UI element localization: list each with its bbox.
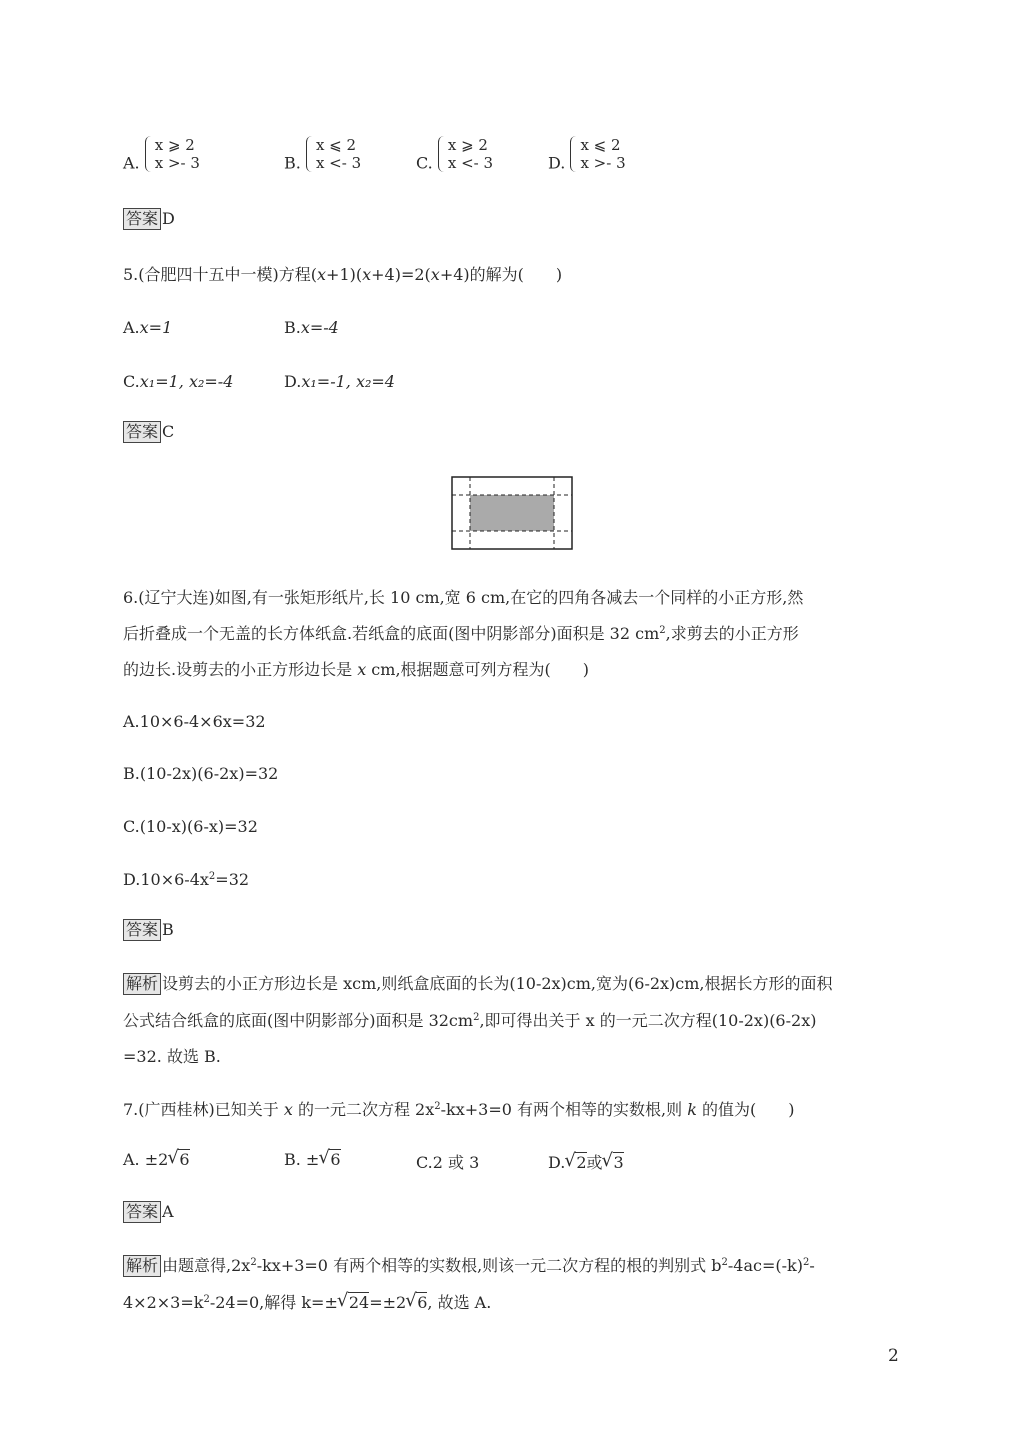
q6-analysis-line3: =32. 故选 B. [123,1047,221,1066]
answer-tag: 答案 [123,919,161,941]
q7-option-c: C.2 或 3 [416,1153,480,1172]
page-number: 2 [888,1346,899,1366]
q6-option-a: A.10×6-4×6x=32 [123,712,266,731]
q5-answer: 答案 C [123,421,174,443]
q6-option-d: $D.10\times 6-4x^2=32$ [123,870,250,889]
q6-answer: 答案 B [123,919,174,941]
q5-option-c: C.x₁=1, x₂=-4 [123,372,234,391]
q7-analysis-line2: $4\times 2\times 3=k^2-24=0$,解得 k=±√ 24=±2√ 6, 故选 A. [123,1290,491,1313]
q7-answer: 答案 A [123,1201,174,1223]
answer-tag: 答案 [123,1201,161,1223]
answer-tag: 答案 [123,421,161,443]
q7-option-b: B. ±√ 6 [284,1150,341,1169]
q5-option-a: A.x=1 [123,318,173,337]
q6-stem-line3: 的边长.设剪去的小正方形边长是 x cm,根据题意可列方程为( ) [123,660,590,679]
q7-option-d: D.√ 2或√ 3 [548,1150,624,1173]
q6-stem-line1: 6.(辽宁大连)如图,有一张矩形纸片,长 10 cm,宽 6 cm,在它的四角各减去一个同样的小正方形,然 [123,588,804,607]
q6-analysis-line2: 公式结合纸盒的底面(图中阴影部分)面积是 $32cm^2$,即可得出关于 x 的一元二次方程(10-2x)(6-2x) [123,1011,817,1030]
q7-option-a: A. ±2√ 6 [123,1150,190,1169]
q6-option-b: B.(10-2x)(6-2x)=32 [123,764,279,783]
q4-option-d: D. x ⩽ 2 x >- 3 [548,136,626,173]
answer-tag: 答案 [123,208,161,230]
q6-stem-line2: 后折叠成一个无盖的长方体纸盒.若纸盒的底面(图中阴影部分)面积是 32 $cm^2$,求剪去的小正方形 [123,624,799,643]
q5-stem: 5.(合肥四十五中一模)方程(x+1)(x+4)=2(x+4)的解为( ) [123,265,563,284]
q7-analysis-line1: 解析 由题意得$,2x^2-kx+3=0$ 有两个相等的实数根,则该一元二次方程的根的判别式 $b^2-4ac=(-k)^2-$ [123,1253,815,1277]
q4-option-b: B. x ⩽ 2 x <- 3 [284,136,362,173]
shaded-base [470,495,554,531]
q6-analysis-line1: 解析 设剪去的小正方形边长是 xcm,则纸盒底面的长为(10-2x)cm,宽为(6-2x)cm,根据长方形的面积 [123,971,833,995]
paper-box-figure [450,475,574,551]
q5-option-d: D.x₁=-1, x₂=4 [284,372,395,391]
analysis-tag: 解析 [123,973,161,995]
q4-option-a: A. x ⩾ 2 x >- 3 [123,136,200,173]
q4-option-c: C. x ⩾ 2 x <- 3 [416,136,494,173]
q7-stem: 7.(广西桂林)已知关于 x 的一元二次方程 $2x^2-kx+3=0$ 有两个相等的实数根,则 k 的值为( ) [123,1100,795,1119]
q5-option-b: B.x=-4 [284,318,339,337]
analysis-tag: 解析 [123,1255,161,1277]
q6-option-c: C.(10-x)(6-x)=32 [123,817,258,836]
q4-answer: 答案 D [123,208,175,230]
